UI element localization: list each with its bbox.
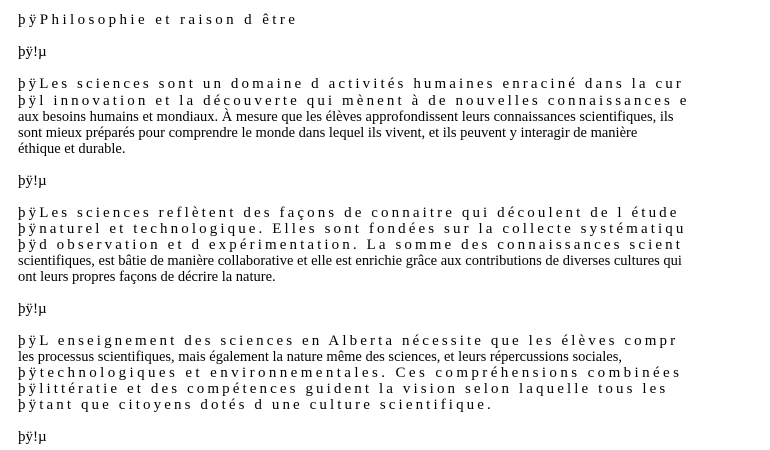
paragraph-3-line-3: þÿtechnologiques et environnementales. Ces compréhensions combinées: [18, 365, 683, 381]
paragraph-2-line-4: scientifiques, est bâtie de manière collaborative et elle est enrichie grâce aux contributions de diverses cultures qui: [18, 253, 682, 269]
paragraph-1-line-1: þÿLes sciences sont un domaine d activités humaines enraciné dans la cur: [18, 76, 684, 92]
paragraph-3-line-5: þÿtant que citoyens dotés d une culture scientifique.: [18, 397, 494, 413]
paragraph-2-line-1: þÿLes sciences reflètent des façons de connaitre qui découlent de l étude: [18, 205, 680, 221]
paragraph-2-line-3: þÿd observation et d expérimentation. La somme des connaissances scient: [18, 237, 683, 253]
paragraph-3-line-1: þÿL enseignement des sciences en Alberta nécessite que les élèves compr: [18, 333, 679, 349]
separator-1: þÿ!µ: [18, 44, 47, 60]
paragraph-1-line-5: éthique et durable.: [18, 141, 126, 157]
paragraph-3-line-4: þÿlittératie et des compétences guident la vision selon laquelle tous les: [18, 381, 669, 397]
paragraph-1-line-4: sont mieux préparés pour comprendre le monde dans lequel ils vivent, et ils peuvent y interagir de manière: [18, 125, 638, 141]
separator-3: þÿ!µ: [18, 301, 47, 317]
document-title: þÿPhilosophie et raison d être: [18, 12, 299, 28]
paragraph-1-line-2: þÿl innovation et la découverte qui mènent à de nouvelles connaissances e: [18, 93, 690, 109]
paragraph-2-line-5: ont leurs propres façons de décrire la nature.: [18, 269, 276, 285]
paragraph-1-line-3: aux besoins humains et mondiaux. À mesure que les élèves approfondissent leurs connaissances scientifiques, ils: [18, 109, 674, 125]
paragraph-2-line-2: þÿnaturel et technologique. Elles sont fondées sur la collecte systématiqu: [18, 221, 687, 237]
separator-2: þÿ!µ: [18, 173, 47, 189]
paragraph-3-line-2: les processus scientifiques, mais également la nature même des sciences, et leurs répercussions sociales,: [18, 349, 622, 365]
separator-4: þÿ!µ: [18, 429, 47, 445]
